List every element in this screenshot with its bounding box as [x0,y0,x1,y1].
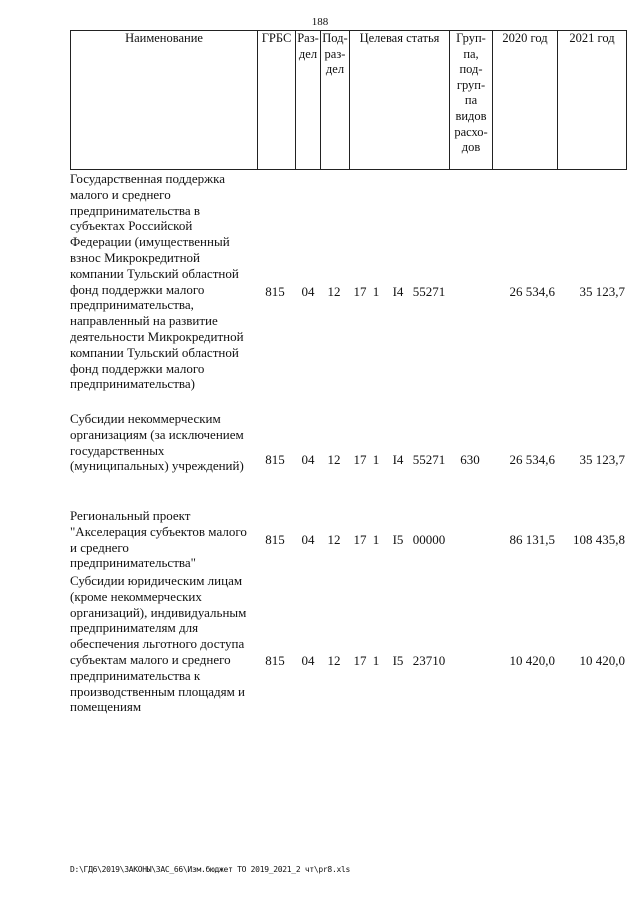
cell-celevaya-3: I5 [392,653,404,668]
row-name: Субсидии некоммерческим организациям (за исключением государственных (муниципальных) учреждений) [70,411,244,474]
cell-grbs: 815 [265,653,285,668]
cell-celevaya-2: 1 [372,452,380,467]
cell-2020: 10 420,0 [509,653,555,668]
cell-gruppa: 630 [460,452,480,467]
row-name: Государственная поддержка малого и среднего предпринимательства в субъектах Российской Федерации (имущественный взнос Микрокредитной компании Тульский областной фонд поддержки малого предпринимательства, направленный на развитие деятельности Микрокредитной компании Тульский областной фонд поддержки малого предпринимательства) [70,171,244,392]
cell-podrazdel: 12 [327,284,341,299]
cell-grbs: 815 [265,532,285,547]
row-name: Региональный проект "Акселерация субъектов малого и среднего предпринимательства" [70,508,247,571]
cell-celevaya-1: 17 [353,284,367,299]
header-celevaya-statya: Целевая статья [349,30,449,170]
cell-2021: 108 435,8 [573,532,625,547]
page-number: 188 [311,16,329,28]
cell-celevaya-1: 17 [353,532,367,547]
cell-2021: 35 123,7 [579,452,625,467]
cell-2021: 10 420,0 [579,653,625,668]
cell-razdel: 04 [301,284,315,299]
cell-celevaya-4: 55271 [412,452,446,467]
cell-podrazdel: 12 [327,452,341,467]
cell-2021: 35 123,7 [579,284,625,299]
cell-grbs: 815 [265,284,285,299]
header-year-2020: 2020 год [492,30,557,170]
header-razdel: Раз- дел [295,30,320,170]
cell-podrazdel: 12 [327,653,341,668]
cell-razdel: 04 [301,653,315,668]
cell-2020: 26 534,6 [509,284,555,299]
cell-razdel: 04 [301,452,315,467]
cell-celevaya-4: 23710 [412,653,446,668]
cell-celevaya-2: 1 [372,653,380,668]
header-grbs: ГРБС [257,30,295,170]
file-path-footer: D:\ГД6\2019\ЗАКОНЫ\ЗАС_66\Изм.бюджет ТО 2019_2021_2 чт\pr8.xls [70,865,351,874]
cell-celevaya-3: I5 [392,532,404,547]
cell-celevaya-2: 1 [372,532,380,547]
header-gruppa-vidov-rashodov: Груп- па, под- груп- па видов расхо- дов [449,30,492,170]
cell-grbs: 815 [265,452,285,467]
cell-celevaya-4: 00000 [412,532,446,547]
header-name: Наименование [70,30,257,170]
row-name: Субсидии юридическим лицам (кроме некоммерческих организаций), индивидуальным предпринимателям для обеспечения льготного доступа субъектам малого и среднего предпринимательства к производственным площадям и помещениям [70,573,247,715]
cell-celevaya-1: 17 [353,452,367,467]
header-year-2021: 2021 год [557,30,627,170]
cell-podrazdel: 12 [327,532,341,547]
cell-celevaya-3: I4 [392,284,404,299]
cell-2020: 86 131,5 [509,532,555,547]
cell-celevaya-4: 55271 [412,284,446,299]
cell-celevaya-1: 17 [353,653,367,668]
cell-2020: 26 534,6 [509,452,555,467]
cell-razdel: 04 [301,532,315,547]
cell-celevaya-3: I4 [392,452,404,467]
cell-celevaya-2: 1 [372,284,380,299]
header-podrazdel: Под- раз- дел [320,30,349,170]
